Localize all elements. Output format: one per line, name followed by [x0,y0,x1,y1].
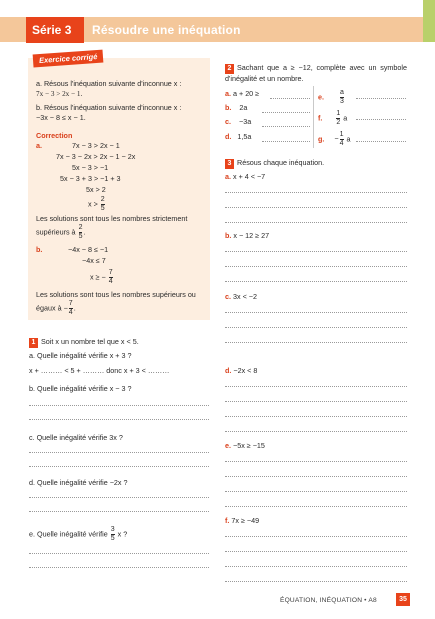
correction-a-line-3: 5x − 3 > −1 [72,163,109,172]
serie-label: Série 3 [26,17,84,43]
ex2-item-b: b. 2a [225,103,248,112]
header-top-margin [0,0,435,17]
answer-line[interactable] [270,98,310,99]
answer-line[interactable] [225,491,407,492]
answer-line[interactable] [29,567,209,568]
correction-a-line-2: 7x − 3 − 2x > 2x − 1 − 2x [56,152,136,161]
answer-line[interactable] [225,401,407,402]
correction-b-line-3: x ≥ − $\frac{7}{4}$ [90,269,113,285]
answer-line[interactable] [29,405,209,406]
answer-line[interactable] [262,126,310,127]
ex1-question-e: e. Quelle inégalité vérifie $\frac{3}{5}$ x ? [29,526,128,542]
ex1-number-badge: 1 [29,338,38,348]
fraction-3-5: $\frac{3}{5}$ [110,526,115,542]
answer-line[interactable] [356,141,406,142]
answer-line[interactable] [225,251,407,252]
correction-a-line-1: 7x − 3 > 2x − 1 [72,141,120,150]
ex1-fill-a[interactable]: x + ……… < 5 + ……… donc x + 3 < ……… [29,366,170,375]
correction-a-label: a. [36,141,42,150]
correction-b-line-2: −4x ≤ 7 [82,256,106,265]
answer-line[interactable] [225,266,407,267]
answer-line[interactable] [225,327,407,328]
answer-line[interactable] [225,207,407,208]
ex2-item-d: d. 1,5a [225,132,252,141]
answer-line[interactable] [29,497,209,498]
corrected-exercise-tag: Exercice corrigé [33,50,104,68]
ex1-question-a: a. Quelle inégalité vérifie x + 3 ? [29,351,132,360]
ex3-item-c: c. 3x < −2 [225,292,257,301]
correction-a-line-6: x > $\frac{2}{5}$ [88,196,105,212]
answer-line[interactable] [356,119,406,120]
answer-line[interactable] [262,141,310,142]
fraction-2-5: $\frac{2}{5}$ [100,196,105,212]
header-accent [423,0,435,42]
answer-line[interactable] [29,511,209,512]
ex1-intro: 1 Soit x un nombre tel que x < 5. [29,337,139,348]
answer-line[interactable] [225,386,407,387]
answer-line[interactable] [356,98,406,99]
ex3-item-f: f. 7x ≥ −49 [225,516,260,525]
fraction-a-3: $\frac{a}{3}$ [340,89,344,105]
answer-line[interactable] [225,566,407,567]
page-title: Résoudre une inéquation [92,23,241,37]
corr-b-prompt: b. Résous l'inéquation suivante d'inconnue x : [36,103,182,112]
ex2-column-divider [313,86,314,148]
page-number: 35 [396,593,410,606]
footer-chapter: ÉQUATION, INÉQUATION • A8 [280,597,377,604]
answer-line[interactable] [225,416,407,417]
ex2-intro: 2 Sachant que a ≥ −12, complète avec un symbole d'inégalité et un nombre. [225,63,407,83]
ex2-item-c: c. −3a [225,117,252,126]
correction-heading: Correction [36,131,73,140]
corr-b-inequation: −3x − 8 ≤ x − 1. [36,113,86,122]
corr-a-inequation: 7x − 3 > 2x − 1. [36,90,83,98]
correction-b-line-1: −4x − 8 ≤ −1 [68,245,109,254]
fraction-2-5-solution: $\frac{2}{5}$ [78,224,83,240]
answer-line[interactable] [225,551,407,552]
ex1-question-d: d. Quelle inégalité vérifie −2x ? [29,478,128,487]
correction-a-line-5: 5x > 2 [86,185,106,194]
ex1-question-c: c. Quelle inégalité vérifie 3x ? [29,433,123,442]
fraction-7-4: $\frac{7}{4}$ [108,269,113,285]
fraction-1-2: $\frac{1}{2}$ [336,110,341,126]
ex3-intro: 3 Résous chaque inéquation. [225,158,324,169]
answer-line[interactable] [225,192,407,193]
ex3-item-e: e. −5x ≥ −15 [225,441,265,450]
fraction-7-4-solution: $\frac{7}{4}$ [68,300,73,316]
corr-a-prompt: a. Résous l'inéquation suivante d'inconnue x : [36,79,182,88]
ex2-item-e: e. $\frac{a}{3}$ [318,89,344,105]
answer-line[interactable] [225,281,407,282]
ex2-number-badge: 2 [225,64,234,74]
answer-line[interactable] [225,506,407,507]
answer-line[interactable] [225,342,407,343]
ex3-item-b: b. x − 12 ≥ 27 [225,231,270,240]
answer-line[interactable] [29,553,209,554]
ex1-question-b: b. Quelle inégalité vérifie x − 3 ? [29,384,132,393]
answer-line[interactable] [29,466,209,467]
answer-line[interactable] [225,222,407,223]
ex2-item-a: a. a + 20 ≥ [225,89,260,98]
answer-line[interactable] [225,461,407,462]
ex3-item-d: d. −2x < 8 [225,366,258,375]
correction-a-solution: Les solutions sont tous les nombres strictement supérieurs à $\frac{2}{5}$ . [36,214,188,240]
answer-line[interactable] [29,419,209,420]
fraction-1-4: $\frac{1}{4}$ [339,131,344,147]
correction-b-solution: Les solutions sont tous les nombres supérieurs ou égaux à − $\frac{7}{4}$ . [36,290,196,316]
ex3-item-a: a. x + 4 < −7 [225,172,266,181]
answer-line[interactable] [225,312,407,313]
ex3-number-badge: 3 [225,159,234,169]
answer-line[interactable] [262,112,310,113]
answer-line[interactable] [29,452,209,453]
answer-line[interactable] [225,581,407,582]
ex2-item-g: g. − $\frac{1}{4}$ a [318,131,351,147]
answer-line[interactable] [225,431,407,432]
correction-a-line-4: 5x − 3 + 3 > −1 + 3 [60,174,121,183]
correction-b-label: b. [36,245,43,254]
answer-line[interactable] [225,536,407,537]
answer-line[interactable] [225,476,407,477]
ex2-item-f: f. $\frac{1}{2}$ a [318,110,348,126]
